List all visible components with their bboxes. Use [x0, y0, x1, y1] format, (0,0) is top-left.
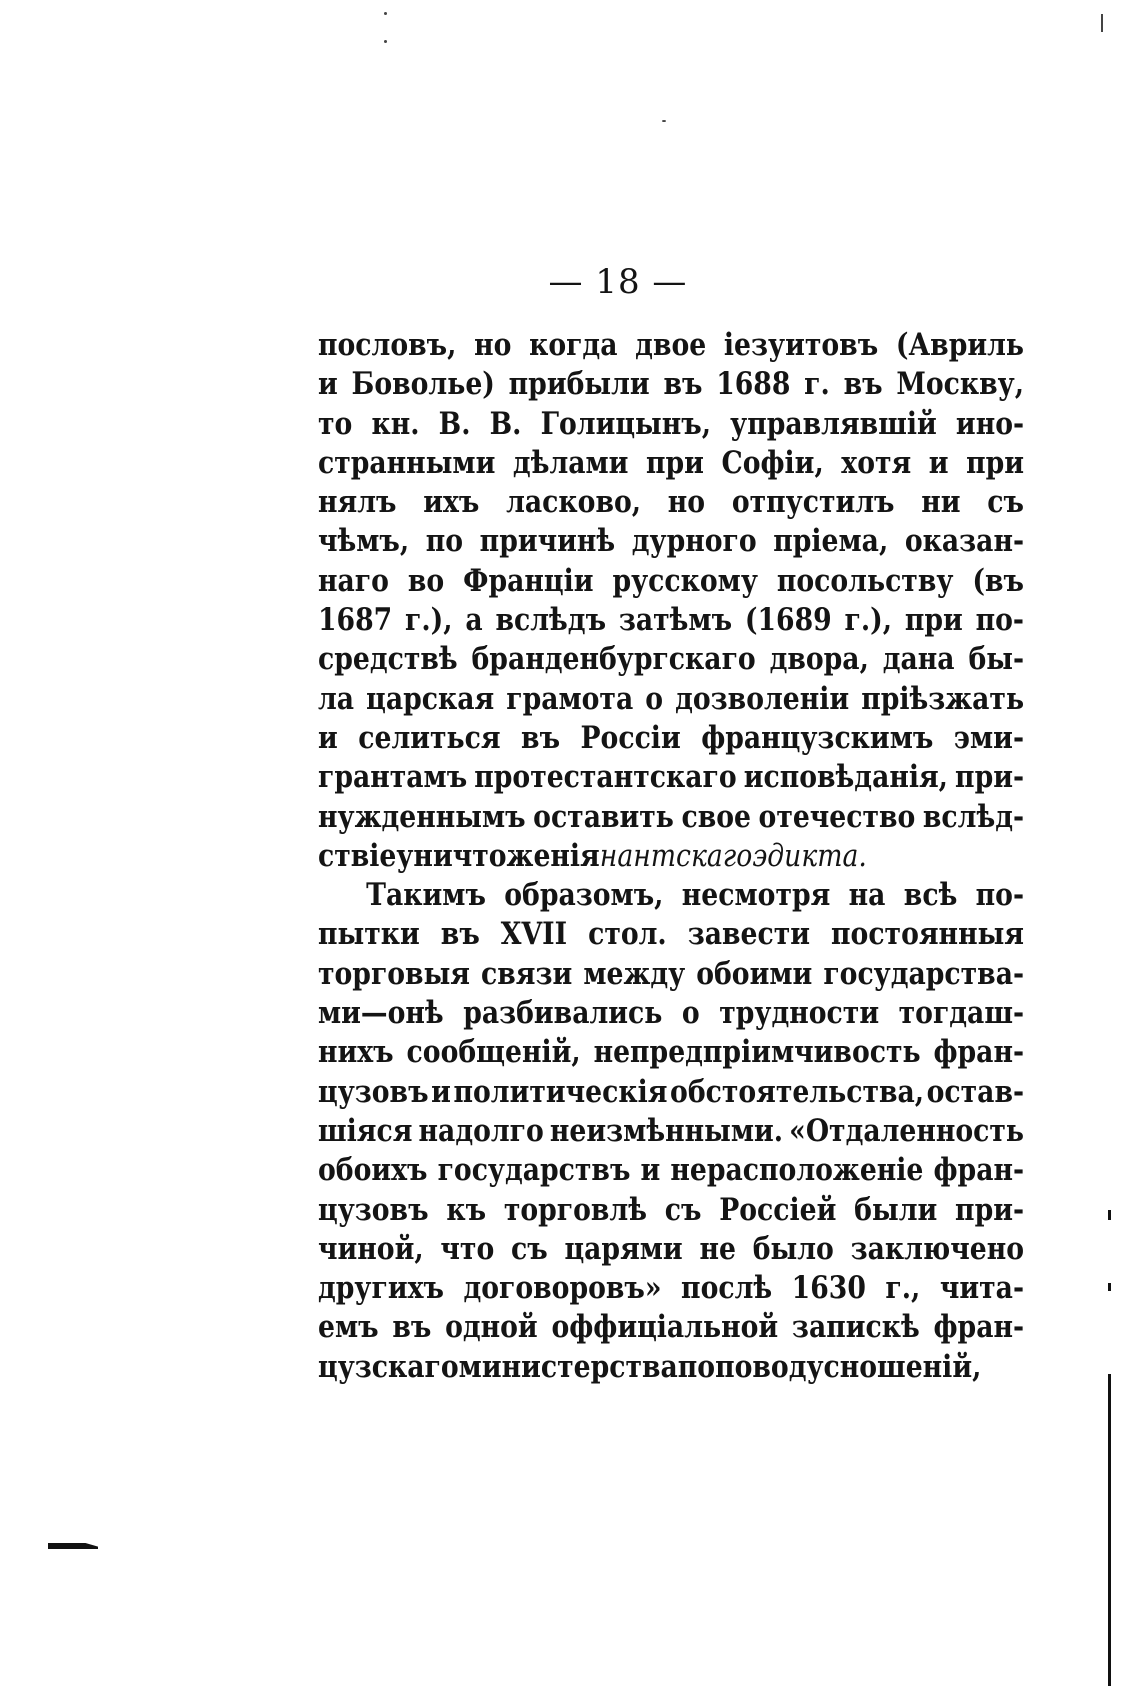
margin-dash [48, 1543, 98, 1549]
margin-rule [1108, 1374, 1111, 1686]
text-line: наго во Францiи русскому посольству (въ [318, 562, 1025, 599]
text-line: цузовъ и политическiя обстоятельства, остав- [318, 1073, 1025, 1110]
text-line: средствѣ бранденбургскаго двора, дана бы- [318, 641, 1025, 678]
text-line: 1687 г.), а вслѣдъ затѣмъ (1689 г.), при по- [318, 602, 1024, 639]
text-line: обоихъ государствъ и нерасположенiе фран- [318, 1152, 1025, 1189]
text-line: ствiе уничтоженiя нантскаго эдикта. [318, 837, 867, 874]
text-line: странными дѣлами при Софiи, хотя и при [318, 444, 1025, 481]
scan-speck [662, 120, 666, 122]
margin-mark [1108, 1283, 1111, 1291]
text-line: емъ въ одной оффицiальной запискѣ фран- [318, 1309, 1025, 1346]
scan-speck [384, 40, 387, 43]
page-number: — 18 — [548, 262, 688, 302]
text-line: и селиться въ Россiи французскимъ эми- [318, 719, 1025, 756]
text-line: чѣмъ, по причинѣ дурного прiема, оказан- [318, 523, 1025, 560]
text-line: другихъ договоровъ» послѣ 1630 г., чита- [318, 1270, 1025, 1307]
scan-speck [384, 12, 387, 15]
body-text [318, 326, 1024, 1387]
text-line: ла царская грамота о дозволенiи прiѣзжать [318, 680, 1025, 717]
text-line: нужденнымъ оставить свое отечество вслѣд- [318, 798, 1025, 835]
text-line: пословъ, но когда двое iезуитовъ (Авриль [318, 327, 1025, 363]
text-line: цузовъ къ торговлѣ съ Россiей были при- [318, 1191, 1025, 1228]
scan-speck [1101, 14, 1103, 32]
text-line: пытки въ XVII стол. завести постоянныя [318, 916, 1025, 953]
text-line: нялъ ихъ ласково, но отпустилъ ни съ [318, 484, 1024, 521]
text-line: Такимъ образомъ, несмотря на всѣ по- [366, 877, 1025, 914]
text-line: то кн. В. В. Голицынъ, управлявшiй ино- [318, 405, 1025, 442]
text-line: шiяся надолго неизмѣнными. «Отдаленность [318, 1112, 1025, 1149]
margin-mark [1108, 1210, 1111, 1220]
text-line: ми—онѣ разбивались о трудности тогдаш- [318, 995, 1025, 1032]
text-line: торговыя связи между обоими государства- [318, 955, 1025, 992]
text-line: грантамъ протестантскаго исповѣданiя, при- [318, 759, 1025, 796]
text-line: чиной, что съ царями не было заключено [318, 1230, 1025, 1267]
text-line: нихъ сообщенiй, непредпрiимчивость фран- [318, 1034, 1025, 1071]
text-line: и Боволье) прибыли въ 1688 г. въ Москву, [318, 366, 1024, 403]
text-line: цузскаго министерства по поводу сношенiй, [318, 1348, 982, 1385]
